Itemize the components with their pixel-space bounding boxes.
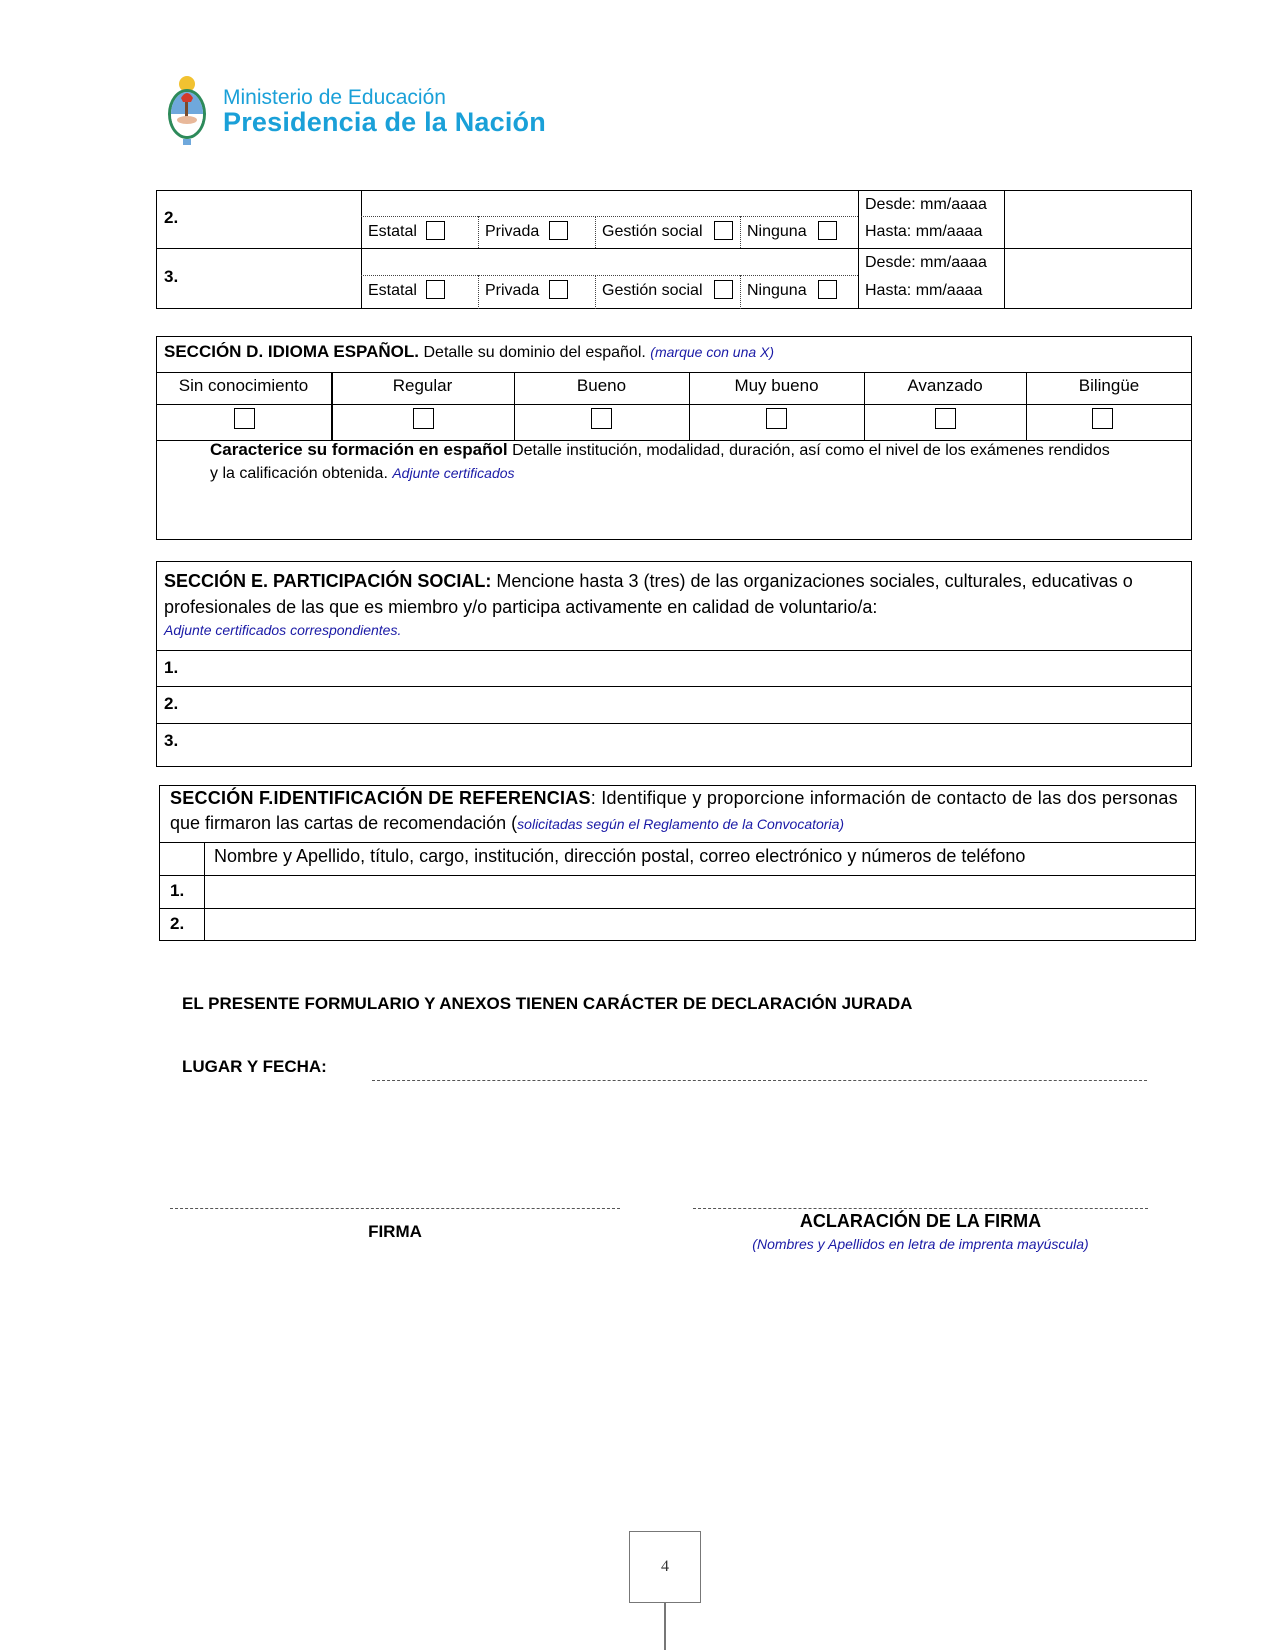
section-f-text-1: : Identifique y proporcione información de contacto de las dos personas <box>590 788 1178 808</box>
org-row-3-number: 3. <box>164 731 179 750</box>
level-sin-conocimiento: Sin conocimiento <box>178 376 309 395</box>
org-row-1-input[interactable] <box>190 652 1188 684</box>
section-f-text-2: que firmaron las cartas de recomendación ( <box>170 813 518 833</box>
place-date-label: LUGAR Y FECHA: <box>182 1057 327 1076</box>
row-divider <box>156 372 1192 373</box>
checkbox-privada[interactable] <box>549 280 568 299</box>
checkbox-gestion-social[interactable] <box>714 280 733 299</box>
row-divider <box>159 908 1196 909</box>
section-e-text-1: Mencione hasta 3 (tres) de las organizaciones sociales, culturales, educativas o <box>496 571 1133 591</box>
level-bueno: Bueno <box>576 376 627 395</box>
page-number: 4 <box>661 1558 669 1575</box>
section-d-description: Detalle su dominio del español. <box>423 344 646 361</box>
reference-row-2-number: 2. <box>170 914 185 933</box>
col-divider <box>1004 190 1005 309</box>
row-divider <box>156 650 1192 651</box>
training-title: Caracterice su formación en español <box>210 440 508 459</box>
section-e-line-1 <box>164 571 1133 593</box>
section-f-title: SECCIÓN F.IDENTIFICACIÓN DE REFERENCIAS <box>170 788 591 808</box>
section-f-line-2 <box>170 813 844 835</box>
checkbox-gestion-social[interactable] <box>714 221 733 240</box>
aclaracion-note: (Nombres y Apellidos en letra de imprenta mayúscula) <box>752 1236 1089 1252</box>
ministry-logo <box>165 74 565 150</box>
row-divider <box>156 723 1192 724</box>
reference-row-2-input[interactable] <box>208 910 1192 940</box>
section-f-note: solicitadas según el Reglamento de la Convocatoria) <box>517 816 845 832</box>
org-row-3-input[interactable] <box>190 725 1188 765</box>
training-text-2: y la calificación obtenida. <box>210 465 388 482</box>
option-gestion-social-label: Gestión social <box>602 223 703 240</box>
org-row-2-number: 2. <box>164 694 179 713</box>
training-input-area[interactable] <box>160 488 1188 536</box>
references-column-header: Nombre y Apellido, título, cargo, institución, dirección postal, correo electrónico y números de teléfono <box>214 846 1026 866</box>
section-e-title: SECCIÓN E. PARTICIPACIÓN SOCIAL: <box>164 571 492 591</box>
checkbox-regular[interactable] <box>413 408 434 429</box>
section-d-heading <box>164 342 774 362</box>
reference-row-1-input[interactable] <box>208 877 1192 907</box>
section-e-text-2: profesionales de las que es miembro y/o participa activamente en calidad de voluntario/a: <box>164 597 878 617</box>
dotted-divider <box>740 216 741 248</box>
org-row-2-input[interactable] <box>190 688 1188 721</box>
dotted-divider <box>478 216 479 248</box>
page-number-box <box>629 1531 701 1603</box>
col-divider <box>204 842 205 941</box>
dotted-divider <box>740 275 741 309</box>
training-note: Adjunte certificados <box>392 465 515 481</box>
col-divider <box>361 190 362 309</box>
col-divider <box>858 190 859 309</box>
row-divider <box>156 686 1192 687</box>
section-e-note: Adjunte certificados correspondientes. <box>164 622 402 638</box>
section-d-note: (marque con una X) <box>650 344 775 360</box>
training-text-1: Detalle institución, modalidad, duración, así como el nivel de los exámenes rendidos <box>512 442 1110 459</box>
row-number: 3. <box>164 267 179 286</box>
section-d-title: SECCIÓN D. IDIOMA ESPAÑOL. <box>164 342 420 361</box>
level-muy-bueno: Muy bueno <box>734 376 819 395</box>
dotted-divider <box>595 275 596 309</box>
training-line-2 <box>210 464 515 483</box>
option-estatal-label: Estatal <box>368 223 417 240</box>
checkbox-privada[interactable] <box>549 221 568 240</box>
row-number: 2. <box>164 208 179 227</box>
desde-field[interactable]: Desde: mm/aaaa <box>865 254 987 271</box>
presidency-name: Presidencia de la Nación <box>223 107 546 137</box>
hasta-field[interactable]: Hasta: mm/aaaa <box>865 282 983 299</box>
signature-line[interactable] <box>170 1208 620 1209</box>
checkbox-avanzado[interactable] <box>935 408 956 429</box>
checkbox-muy-bueno[interactable] <box>766 408 787 429</box>
aclaracion-label: ACLARACIÓN DE LA FIRMA <box>799 1211 1042 1231</box>
level-regular: Regular <box>392 376 453 395</box>
option-gestion-social-label: Gestión social <box>602 282 703 299</box>
page-number-stem <box>664 1603 666 1650</box>
checkbox-bilingue[interactable] <box>1092 408 1113 429</box>
firma-label: FIRMA <box>368 1222 422 1241</box>
hasta-field[interactable]: Hasta: mm/aaaa <box>865 223 983 240</box>
sworn-declaration-notice: EL PRESENTE FORMULARIO Y ANEXOS TIENEN CARÁCTER DE DECLARACIÓN JURADA <box>182 994 913 1013</box>
dotted-divider <box>361 275 858 276</box>
org-row-1-number: 1. <box>164 658 179 677</box>
checkbox-ninguna[interactable] <box>818 280 837 299</box>
checkbox-ninguna[interactable] <box>818 221 837 240</box>
place-date-line[interactable] <box>372 1080 1147 1081</box>
ministry-name: Ministerio de Educación <box>223 86 446 109</box>
row-divider <box>159 842 1196 843</box>
dotted-divider <box>361 216 858 217</box>
clarification-line[interactable] <box>693 1208 1148 1209</box>
row-divider <box>159 875 1196 876</box>
option-privada-label: Privada <box>485 282 540 299</box>
checkbox-estatal[interactable] <box>426 280 445 299</box>
row-divider <box>156 404 1192 405</box>
desde-field[interactable]: Desde: mm/aaaa <box>865 196 987 213</box>
section-f-line-1 <box>170 788 1190 810</box>
row-divider <box>156 248 1192 249</box>
dotted-divider <box>595 216 596 248</box>
option-ninguna-label: Ninguna <box>747 223 807 240</box>
option-estatal-label: Estatal <box>368 282 417 299</box>
dotted-divider <box>478 275 479 309</box>
checkbox-estatal[interactable] <box>426 221 445 240</box>
training-line-1 <box>210 440 1110 460</box>
level-bilingue: Bilingüe <box>1078 376 1140 395</box>
option-ninguna-label: Ninguna <box>747 282 807 299</box>
argentina-coat-of-arms-icon <box>165 74 209 150</box>
checkbox-bueno[interactable] <box>591 408 612 429</box>
reference-row-1-number: 1. <box>170 881 185 900</box>
checkbox-sin-conocimiento[interactable] <box>234 408 255 429</box>
option-privada-label: Privada <box>485 223 540 240</box>
level-avanzado: Avanzado <box>907 376 983 395</box>
